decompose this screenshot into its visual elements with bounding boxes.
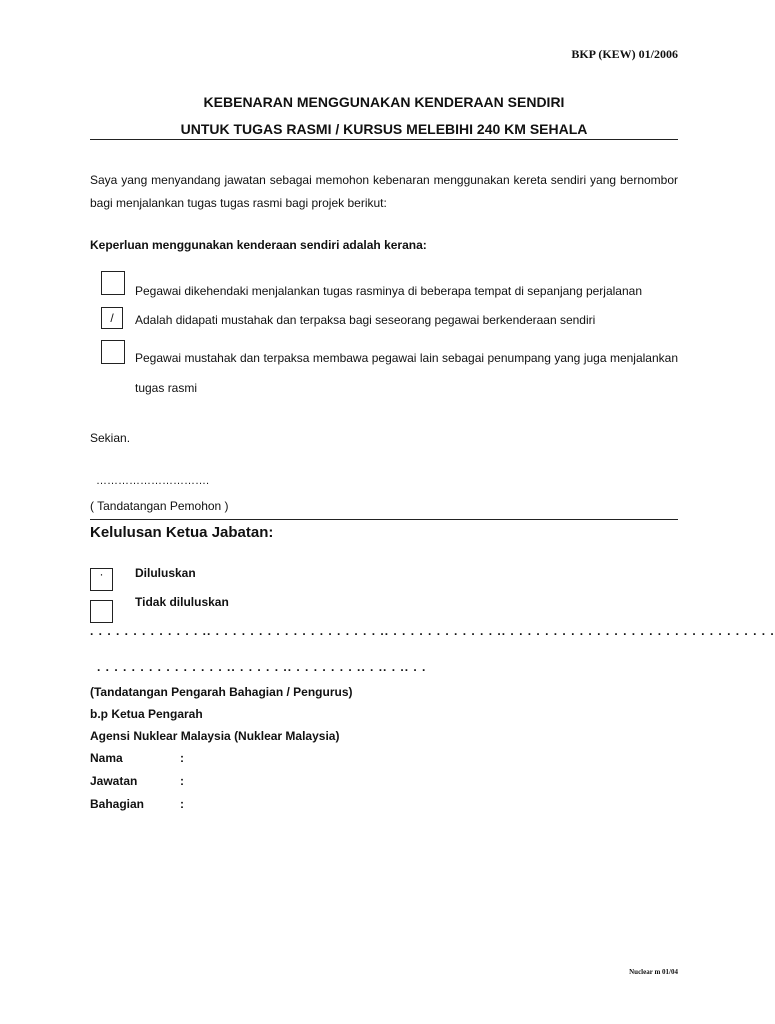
approved-checkbox[interactable]: ·	[90, 568, 113, 591]
reason-3-text: Pegawai mustahak dan terpaksa membawa pegawai lain sebagai penumpang yang juga menjalankan tugas rasmi	[135, 351, 678, 395]
field-jawatan-colon: :	[180, 774, 184, 788]
form-title-line-2: UNTUK TUGAS RASMI / KURSUS MELEBIHI 240 KM SEHALA	[180, 121, 588, 137]
reason-2-text: Adalah didapati mustahak dan terpaksa bagi seseorang pegawai berkenderaan sendiri	[135, 313, 596, 327]
form-title-line-1: KEBENARAN MENGGUNAKAN KENDERAAN SENDIRI	[203, 94, 565, 110]
document-reference: BKP (KEW) 01/2006	[571, 47, 678, 61]
field-nama-colon: :	[180, 751, 184, 765]
field-bahagian-label: Bahagian	[90, 797, 145, 811]
approved-label: Diluluskan	[135, 566, 196, 580]
approval-divider	[90, 519, 678, 520]
director-signature-dotted-line[interactable]: . . . . . . . . . . . . . . . .. . . . . . .. . . . . . . . .. . .. . .. . .	[97, 660, 427, 674]
field-bahagian-colon: :	[180, 797, 184, 811]
field-jawatan-label: Jawatan	[90, 774, 138, 788]
footer-code: Nuclear m 01/04	[629, 968, 678, 976]
reasons-heading: Keperluan menggunakan kenderaan sendiri adalah kerana:	[90, 238, 427, 252]
not-approved-checkbox[interactable]	[90, 600, 113, 623]
reason-2-checkbox[interactable]: /	[101, 307, 123, 329]
applicant-signature-label: ( Tandatangan Pemohon )	[90, 499, 229, 513]
agency-name: Agensi Nuklear Malaysia (Nuklear Malaysia)	[90, 729, 340, 743]
reason-1-checkbox[interactable]	[101, 271, 125, 295]
reason-3-checkbox[interactable]	[101, 340, 125, 364]
director-signature-label: (Tandatangan Pengarah Bahagian / Pengurus)	[90, 685, 353, 699]
intro-paragraph: Saya yang menyandang jawatan sebagai memohon kebenaran menggunakan kereta sendiri yang bernombor bagi menjalankan tugas tugas rasmi bagi projek berikut:	[90, 173, 678, 210]
applicant-signature-line[interactable]: ………………………….	[96, 475, 210, 487]
approval-heading: Kelulusan Ketua Jabatan:	[90, 524, 274, 541]
remarks-dotted-line[interactable]: . . . . . . . . . . . . . .. . . . . . . . . . . . . . . . . . . . .. . . . . . . . . . . . . .. . . . . . . . . . . . . . . . . . . . . . . . . . . . . . . .	[90, 624, 775, 638]
title-divider	[90, 139, 678, 140]
not-approved-label: Tidak diluluskan	[135, 595, 229, 609]
bp-line: b.p Ketua Pengarah	[90, 707, 203, 721]
field-nama-label: Nama	[90, 751, 123, 765]
reason-1-text: Pegawai dikehendaki menjalankan tugas rasminya di beberapa tempat di sepanjang perjalanan	[135, 284, 643, 298]
closing-text: Sekian.	[90, 431, 131, 445]
